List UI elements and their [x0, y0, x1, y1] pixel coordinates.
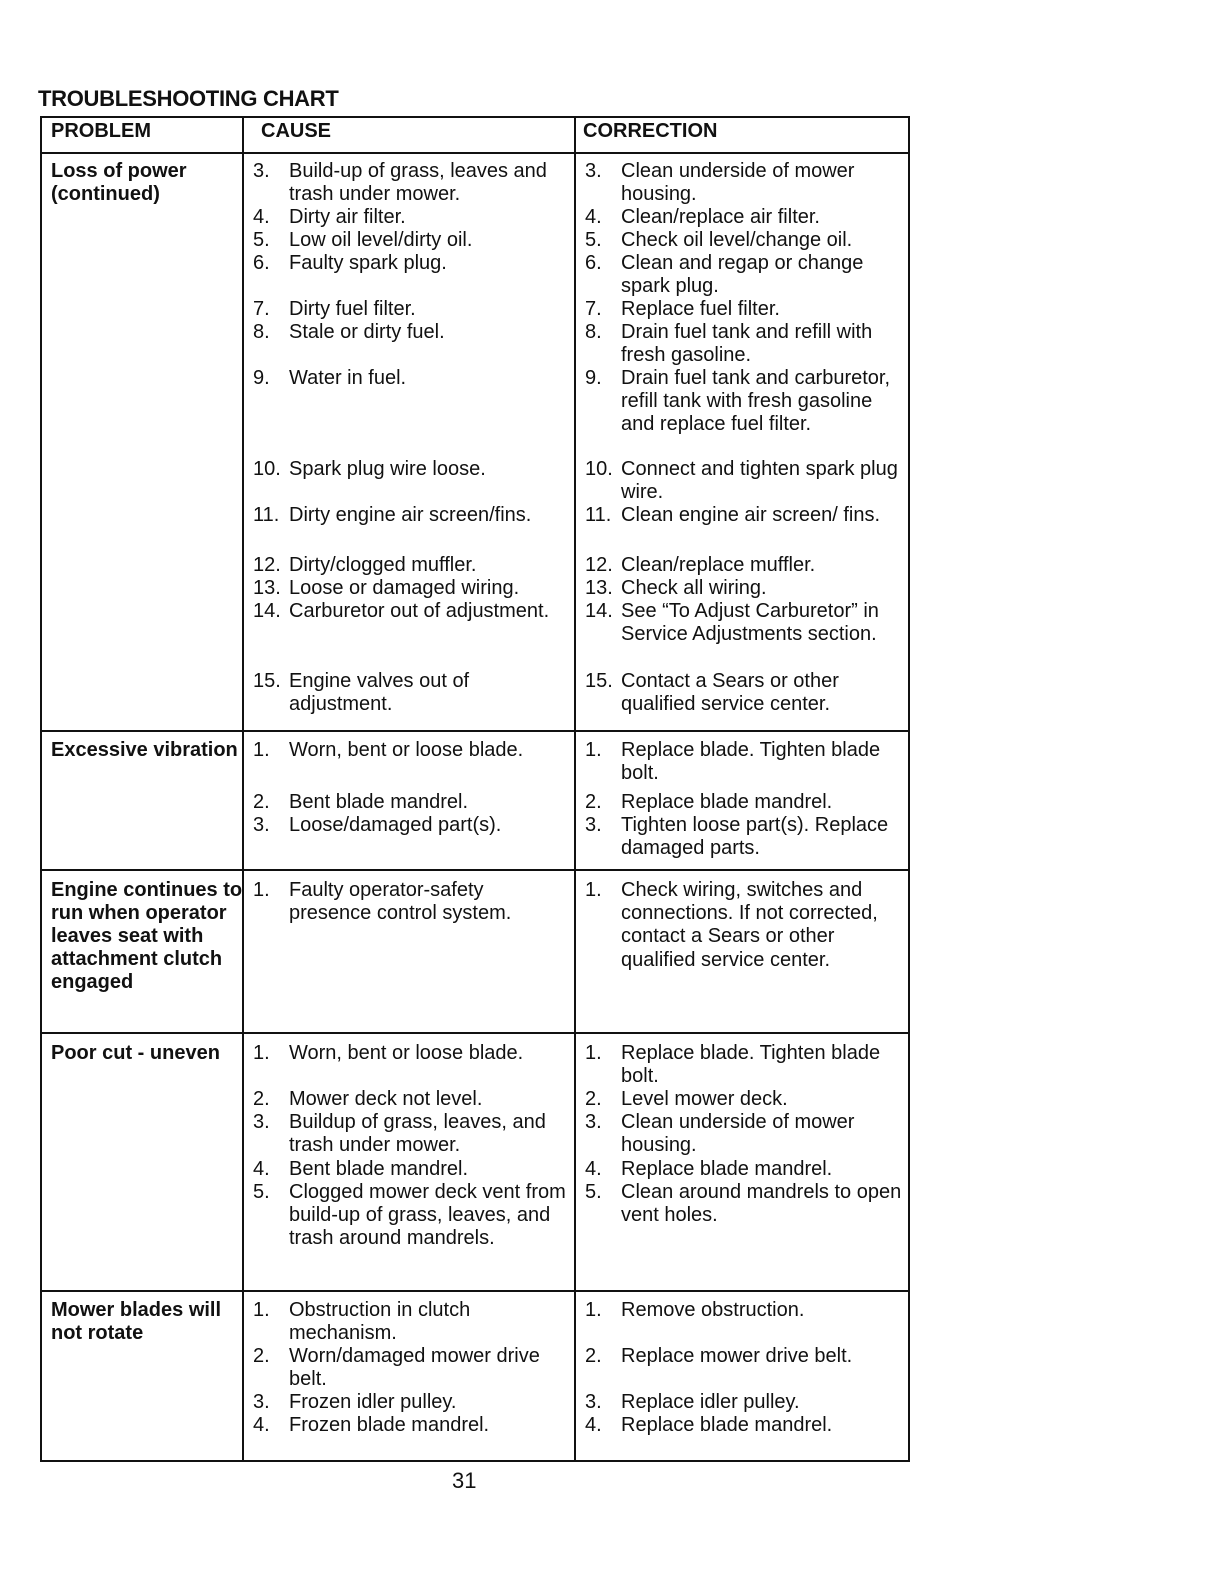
item-number: 1. [253, 1299, 270, 1321]
section-loss-of-power [40, 156, 910, 728]
cause-item [253, 600, 571, 623]
item-text: Dirty air filter. [289, 206, 406, 228]
cause-item [253, 879, 571, 925]
cause-item [253, 1088, 571, 1111]
correction-item [585, 252, 905, 298]
item-number: 5. [253, 229, 270, 251]
item-number: 3. [253, 814, 270, 836]
item-text: Clogged mower deck vent from build-up of grass, leaves, and trash around mandrels. [289, 1181, 566, 1250]
problem-label: Excessive vibration [51, 739, 238, 761]
correction-item [585, 600, 905, 646]
item-number: 2. [585, 1088, 602, 1110]
correction-list [585, 1299, 905, 1462]
item-number: 7. [253, 298, 270, 320]
item-number: 15. [253, 670, 281, 692]
item-number: 15. [585, 670, 613, 692]
cause-item [253, 252, 571, 275]
item-number: 13. [253, 577, 281, 599]
item-text: Dirty fuel filter. [289, 298, 416, 320]
header-divider [40, 152, 910, 154]
cause-item [253, 229, 571, 252]
correction-item [585, 1414, 905, 1437]
item-number: 2. [253, 791, 270, 813]
cause-item [253, 1414, 571, 1437]
item-number: 3. [253, 1391, 270, 1413]
item-text: Replace idler pulley. [621, 1391, 800, 1413]
item-text: Clean around mandrels to open vent holes. [621, 1181, 902, 1227]
item-text: Level mower deck. [621, 1088, 788, 1110]
item-text: Tighten loose part(s). Replace damaged parts. [621, 814, 889, 860]
item-text: Frozen idler pulley. [289, 1391, 457, 1413]
cause-item [253, 1345, 571, 1391]
item-number: 5. [585, 229, 602, 251]
item-number: 1. [253, 1042, 270, 1064]
item-number: 1. [585, 1042, 602, 1064]
correction-item [585, 814, 905, 860]
item-number: 2. [585, 791, 602, 813]
item-text: Check oil level/change oil. [621, 229, 853, 251]
item-text: Contact a Sears or other qualified service center. [621, 670, 839, 716]
correction-item [585, 504, 905, 527]
item-text: Low oil level/dirty oil. [289, 229, 473, 251]
cause-list [253, 160, 571, 732]
cause-item [253, 206, 571, 229]
item-text: Clean and regap or change spark plug. [621, 252, 864, 298]
correction-item [585, 1181, 905, 1227]
item-text: Bent blade mandrel. [289, 1158, 469, 1180]
cause-item [253, 554, 571, 577]
item-text: Worn, bent or loose blade. [289, 739, 524, 761]
item-text: Worn, bent or loose blade. [289, 1042, 524, 1064]
item-text: Engine valves out of adjustment. [289, 670, 470, 716]
correction-item [585, 670, 905, 716]
section-blades-not-rotate [40, 1295, 910, 1458]
cause-item [253, 814, 571, 837]
item-text: Build-up of grass, leaves and trash under mower. [289, 160, 547, 206]
correction-item [585, 1111, 905, 1157]
item-number: 4. [585, 1414, 602, 1436]
item-text: Frozen blade mandrel. [289, 1414, 490, 1436]
cause-item [253, 670, 571, 716]
item-number: 6. [253, 252, 270, 274]
item-text: Drain fuel tank and refill with fresh gasoline. [621, 321, 873, 367]
problem-header: PROBLEM [51, 120, 151, 142]
cause-list [253, 739, 571, 871]
cause-item [253, 298, 571, 321]
item-number: 2. [585, 1345, 602, 1367]
cause-header: CAUSE [261, 120, 332, 142]
correction-item [585, 1042, 905, 1088]
cause-list [253, 1042, 571, 1292]
item-number: 3. [585, 814, 602, 836]
item-number: 5. [585, 1181, 602, 1203]
cause-item [253, 577, 571, 600]
item-text: Replace blade. Tighten blade bolt. [621, 739, 881, 785]
item-text: Worn/damaged mower drive belt. [289, 1345, 540, 1391]
item-number: 1. [253, 739, 270, 761]
correction-item [585, 206, 905, 229]
cause-list [253, 1299, 571, 1462]
chart-title: TROUBLESHOOTING CHART [38, 86, 339, 111]
item-text: Obstruction in clutch mechanism. [289, 1299, 471, 1345]
correction-item [585, 298, 905, 321]
cause-item [253, 739, 571, 762]
correction-item [585, 458, 905, 504]
cause-item [253, 1111, 571, 1157]
item-number: 1. [253, 879, 270, 901]
cause-item [253, 1299, 571, 1345]
item-text: Spark plug wire loose. [289, 458, 486, 480]
correction-list [585, 739, 905, 871]
correction-item [585, 577, 905, 600]
item-text: See “To Adjust Carburetor” in Service Adjustments section. [621, 600, 879, 646]
correction-list [585, 160, 905, 732]
item-text: Loose/damaged part(s). [289, 814, 502, 836]
cause-item [253, 160, 571, 206]
item-text: Clean engine air screen/ fins. [621, 504, 881, 526]
item-text: Faulty operator-safety presence control system. [289, 879, 512, 925]
item-number: 3. [253, 160, 270, 182]
item-number: 13. [585, 577, 613, 599]
section-engine-continues [40, 875, 910, 1030]
item-text: Water in fuel. [289, 367, 407, 389]
correction-header: CORRECTION [583, 120, 718, 142]
table-top-border [40, 116, 910, 118]
correction-item [585, 367, 905, 437]
item-number: 1. [585, 1299, 602, 1321]
item-text: Clean underside of mower housing. [621, 160, 855, 206]
correction-item [585, 1158, 905, 1181]
item-number: 7. [585, 298, 602, 320]
item-text: Replace fuel filter. [621, 298, 780, 320]
cause-item [253, 504, 571, 527]
item-number: 2. [253, 1345, 270, 1367]
item-text: Clean/replace air filter. [621, 206, 820, 228]
item-text: Replace blade mandrel. [621, 791, 833, 813]
item-number: 4. [585, 206, 602, 228]
item-number: 5. [253, 1181, 270, 1203]
item-number: 1. [585, 879, 602, 901]
cause-item [253, 1391, 571, 1414]
correction-item [585, 1391, 905, 1414]
problem-label: Mower blades will not rotate [51, 1299, 222, 1344]
item-number: 4. [253, 1414, 270, 1436]
item-number: 14. [585, 600, 613, 622]
correction-list [585, 1042, 905, 1292]
item-text: Check all wiring. [621, 577, 767, 599]
item-number: 12. [585, 554, 613, 576]
correction-item [585, 160, 905, 206]
correction-list [585, 879, 905, 1034]
item-number: 3. [585, 160, 602, 182]
item-number: 3. [585, 1391, 602, 1413]
item-text: Check wiring, switches and connections. If not corrected, contact a Sears or other qualified service center. [621, 879, 878, 971]
item-text: Remove obstruction. [621, 1299, 805, 1321]
correction-item [585, 1088, 905, 1111]
item-text: Faulty spark plug. [289, 252, 447, 274]
item-text: Dirty engine air screen/fins. [289, 504, 532, 526]
item-number: 10. [253, 458, 281, 480]
cause-item [253, 367, 571, 390]
item-number: 8. [585, 321, 602, 343]
cause-item [253, 1158, 571, 1181]
item-text: Replace mower drive belt. [621, 1345, 853, 1367]
cause-item [253, 791, 571, 814]
cause-item [253, 321, 571, 344]
item-number: 4. [253, 206, 270, 228]
cause-item [253, 1181, 571, 1251]
item-number: 11. [253, 504, 280, 526]
item-text: Mower deck not level. [289, 1088, 483, 1110]
item-number: 6. [585, 252, 602, 274]
item-number: 4. [253, 1158, 270, 1180]
correction-item [585, 1345, 905, 1368]
item-number: 14. [253, 600, 281, 622]
correction-item [585, 1299, 905, 1322]
item-text: Carburetor out of adjustment. [289, 600, 550, 622]
correction-item [585, 554, 905, 577]
item-number: 12. [253, 554, 281, 576]
item-number: 1. [585, 739, 602, 761]
cause-item [253, 458, 571, 481]
troubleshooting-table [40, 116, 910, 1462]
item-number: 9. [585, 367, 602, 389]
item-text: Clean underside of mower housing. [621, 1111, 855, 1157]
problem-label: Engine continues to run when operator leaves seat with attachment clutch engaged [51, 879, 243, 993]
item-text: Connect and tighten spark plug wire. [621, 458, 898, 504]
item-number: 9. [253, 367, 270, 389]
correction-item [585, 321, 905, 367]
item-number: 3. [585, 1111, 602, 1133]
cause-item [253, 1042, 571, 1065]
item-text: Dirty/clogged muffler. [289, 554, 477, 576]
correction-item [585, 739, 905, 785]
item-text: Buildup of grass, leaves, and trash under mower. [289, 1111, 546, 1157]
problem-label: Loss of power (continued) [51, 160, 187, 205]
item-text: Replace blade. Tighten blade bolt. [621, 1042, 881, 1088]
correction-item [585, 791, 905, 814]
page-number: 31 [452, 1468, 477, 1493]
item-text: Clean/replace muffler. [621, 554, 816, 576]
section-poor-cut [40, 1038, 910, 1288]
problem-label: Poor cut - uneven [51, 1042, 220, 1064]
item-number: 11. [585, 504, 612, 526]
item-text: Replace blade mandrel. [621, 1414, 833, 1436]
item-text: Stale or dirty fuel. [289, 321, 445, 343]
section-excessive-vibration [40, 735, 910, 867]
correction-item [585, 229, 905, 252]
item-number: 2. [253, 1088, 270, 1110]
item-text: Drain fuel tank and carburetor, refill tank with fresh gasoline and replace fuel filter. [621, 367, 891, 436]
item-number: 4. [585, 1158, 602, 1180]
item-text: Replace blade mandrel. [621, 1158, 833, 1180]
correction-item [585, 879, 905, 972]
item-number: 10. [585, 458, 613, 480]
item-text: Bent blade mandrel. [289, 791, 469, 813]
item-number: 8. [253, 321, 270, 343]
cause-list [253, 879, 571, 1034]
item-number: 3. [253, 1111, 270, 1133]
item-text: Loose or damaged wiring. [289, 577, 520, 599]
